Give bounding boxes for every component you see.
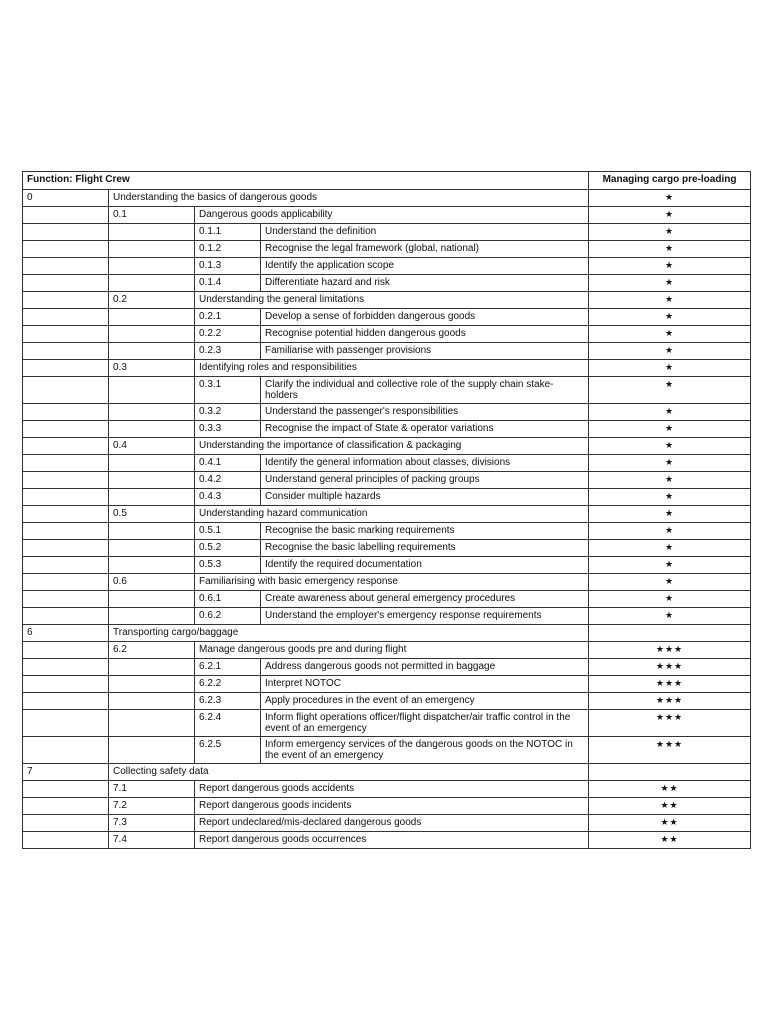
row-text: Inform flight operations officer/flight dispatcher/air traffic control in the event of an emergency — [261, 710, 589, 737]
row-text: Report undeclared/mis-declared dangerous goods — [195, 815, 589, 832]
empty-cell — [109, 275, 195, 292]
rating-stars: ★ — [589, 540, 751, 557]
row-code: 0.2.3 — [195, 343, 261, 360]
empty-cell — [23, 377, 109, 404]
row-code: 0.5.3 — [195, 557, 261, 574]
empty-cell — [23, 591, 109, 608]
empty-cell — [109, 693, 195, 710]
rating-stars: ★ — [589, 421, 751, 438]
table-row — [23, 506, 751, 523]
table-row — [23, 608, 751, 625]
empty-cell — [23, 360, 109, 377]
row-code: 6 — [23, 625, 109, 642]
row-text: Collecting safety data — [109, 764, 589, 781]
table-row — [23, 292, 751, 309]
row-code: 7.1 — [109, 781, 195, 798]
row-text: Understanding the importance of classification & packaging — [195, 438, 589, 455]
empty-cell — [23, 642, 109, 659]
table-row — [23, 832, 751, 849]
table-row — [23, 489, 751, 506]
empty-cell — [23, 737, 109, 764]
row-text: Report dangerous goods accidents — [195, 781, 589, 798]
row-text: Consider multiple hazards — [261, 489, 589, 506]
row-text: Understand the passenger's responsibilities — [261, 404, 589, 421]
rating-stars: ★★ — [589, 798, 751, 815]
row-text: Apply procedures in the event of an emergency — [261, 693, 589, 710]
empty-cell — [109, 343, 195, 360]
empty-cell — [23, 292, 109, 309]
rating-stars: ★ — [589, 591, 751, 608]
empty-cell — [109, 523, 195, 540]
table-row — [23, 523, 751, 540]
row-text: Recognise the legal framework (global, national) — [261, 241, 589, 258]
empty-cell — [109, 309, 195, 326]
row-code: 0.6 — [109, 574, 195, 591]
empty-cell — [23, 404, 109, 421]
empty-cell — [109, 659, 195, 676]
rating-stars: ★ — [589, 574, 751, 591]
row-text: Clarify the individual and collective role of the supply chain stake-holders — [261, 377, 589, 404]
row-text: Recognise the basic marking requirements — [261, 523, 589, 540]
table-row — [23, 591, 751, 608]
empty-cell — [23, 659, 109, 676]
empty-cell — [109, 377, 195, 404]
rating-stars: ★★★ — [589, 737, 751, 764]
empty-cell — [23, 224, 109, 241]
table-row — [23, 625, 751, 642]
row-code: 0.2.1 — [195, 309, 261, 326]
row-code: 0.4 — [109, 438, 195, 455]
row-code: 0.3 — [109, 360, 195, 377]
row-code: 6.2.4 — [195, 710, 261, 737]
empty-cell — [109, 326, 195, 343]
table-row — [23, 540, 751, 557]
row-code: 0.6.2 — [195, 608, 261, 625]
rating-stars: ★ — [589, 377, 751, 404]
rating-stars: ★ — [589, 241, 751, 258]
empty-cell — [23, 275, 109, 292]
rating-stars: ★★ — [589, 781, 751, 798]
rating-stars: ★ — [589, 404, 751, 421]
row-code: 7.3 — [109, 815, 195, 832]
rating-stars: ★ — [589, 608, 751, 625]
rating-stars: ★ — [589, 557, 751, 574]
empty-cell — [109, 608, 195, 625]
table-row — [23, 710, 751, 737]
empty-cell — [23, 326, 109, 343]
row-code: 6.2 — [109, 642, 195, 659]
rating-stars: ★ — [589, 326, 751, 343]
empty-cell — [23, 489, 109, 506]
row-code: 6.2.5 — [195, 737, 261, 764]
row-text: Recognise the impact of State & operator variations — [261, 421, 589, 438]
table-row — [23, 275, 751, 292]
row-text: Understanding the basics of dangerous goods — [109, 190, 589, 207]
table-row — [23, 737, 751, 764]
row-text: Manage dangerous goods pre and during flight — [195, 642, 589, 659]
rating-stars: ★ — [589, 438, 751, 455]
row-text: Transporting cargo/baggage — [109, 625, 589, 642]
row-code: 0.5.1 — [195, 523, 261, 540]
rating-stars: ★★★ — [589, 659, 751, 676]
row-text: Familiarising with basic emergency response — [195, 574, 589, 591]
column-header: Managing cargo pre-loading — [589, 172, 751, 190]
rating-stars: ★ — [589, 343, 751, 360]
empty-cell — [23, 472, 109, 489]
empty-cell — [109, 557, 195, 574]
rating-stars: ★ — [589, 523, 751, 540]
rating-stars: ★ — [589, 506, 751, 523]
row-text: Dangerous goods applicability — [195, 207, 589, 224]
row-text: Recognise potential hidden dangerous goods — [261, 326, 589, 343]
empty-cell — [23, 815, 109, 832]
empty-cell — [23, 343, 109, 360]
table-row — [23, 798, 751, 815]
table-row — [23, 224, 751, 241]
table-row — [23, 343, 751, 360]
row-code: 6.2.1 — [195, 659, 261, 676]
empty-cell — [23, 781, 109, 798]
empty-cell — [23, 693, 109, 710]
table-row — [23, 309, 751, 326]
row-text: Identify the required documentation — [261, 557, 589, 574]
row-text: Recognise the basic labelling requirements — [261, 540, 589, 557]
empty-cell — [23, 798, 109, 815]
row-code: 0.2 — [109, 292, 195, 309]
empty-cell — [109, 404, 195, 421]
row-code: 0.1.1 — [195, 224, 261, 241]
rating-stars: ★ — [589, 224, 751, 241]
empty-cell — [109, 258, 195, 275]
empty-cell — [23, 574, 109, 591]
table-row — [23, 764, 751, 781]
competency-table — [22, 171, 751, 849]
empty-cell — [109, 489, 195, 506]
row-text: Understand the employer's emergency response requirements — [261, 608, 589, 625]
row-text: Identify the general information about classes, divisions — [261, 455, 589, 472]
row-text: Understanding the general limitations — [195, 292, 589, 309]
row-text: Understand the definition — [261, 224, 589, 241]
row-code: 0.1 — [109, 207, 195, 224]
rating-stars: ★★ — [589, 832, 751, 849]
table-row — [23, 815, 751, 832]
empty-cell — [23, 438, 109, 455]
row-code: 6.2.3 — [195, 693, 261, 710]
rating-stars: ★★★ — [589, 642, 751, 659]
empty-cell — [109, 241, 195, 258]
row-code: 0.3.1 — [195, 377, 261, 404]
rating-stars: ★ — [589, 489, 751, 506]
table-row — [23, 642, 751, 659]
row-code: 0.6.1 — [195, 591, 261, 608]
row-code: 0.4.2 — [195, 472, 261, 489]
empty-cell — [109, 421, 195, 438]
row-text: Inform emergency services of the dangerous goods on the NOTOC in the event of an emergency — [261, 737, 589, 764]
empty-cell — [23, 540, 109, 557]
table-row — [23, 574, 751, 591]
table-row — [23, 438, 751, 455]
empty-cell — [109, 455, 195, 472]
row-text: Report dangerous goods occurrences — [195, 832, 589, 849]
rating-stars: ★ — [589, 292, 751, 309]
table-row — [23, 207, 751, 224]
table-row — [23, 781, 751, 798]
empty-cell — [23, 710, 109, 737]
empty-cell — [23, 523, 109, 540]
table-row — [23, 455, 751, 472]
table-row — [23, 472, 751, 489]
table-row — [23, 326, 751, 343]
rating-stars: ★ — [589, 258, 751, 275]
table-row — [23, 241, 751, 258]
row-code: 0 — [23, 190, 109, 207]
row-text: Create awareness about general emergency procedures — [261, 591, 589, 608]
empty-cell — [23, 455, 109, 472]
empty-cell — [23, 241, 109, 258]
empty-cell — [23, 506, 109, 523]
rating-stars: ★ — [589, 275, 751, 292]
empty-cell — [109, 224, 195, 241]
row-code: 0.5 — [109, 506, 195, 523]
empty-cell — [23, 309, 109, 326]
row-code: 0.3.2 — [195, 404, 261, 421]
table-row — [23, 659, 751, 676]
empty-cell — [23, 207, 109, 224]
row-text: Understand general principles of packing groups — [261, 472, 589, 489]
table-header-row — [23, 172, 751, 190]
rating-stars: ★ — [589, 309, 751, 326]
rating-stars: ★ — [589, 455, 751, 472]
empty-cell — [23, 557, 109, 574]
row-code: 6.2.2 — [195, 676, 261, 693]
row-code: 0.5.2 — [195, 540, 261, 557]
row-code: 7.4 — [109, 832, 195, 849]
table-row — [23, 676, 751, 693]
row-text: Identify the application scope — [261, 258, 589, 275]
table-row — [23, 360, 751, 377]
empty-cell — [109, 540, 195, 557]
empty-cell — [23, 676, 109, 693]
function-header: Function: Flight Crew — [23, 172, 589, 190]
table-row — [23, 693, 751, 710]
row-text: Familiarise with passenger provisions — [261, 343, 589, 360]
rating-stars: ★ — [589, 360, 751, 377]
empty-cell — [109, 710, 195, 737]
rating-stars: ★★ — [589, 815, 751, 832]
row-code: 7 — [23, 764, 109, 781]
table-row — [23, 258, 751, 275]
table-row — [23, 421, 751, 438]
row-text: Report dangerous goods incidents — [195, 798, 589, 815]
table-body — [23, 190, 751, 849]
rating-stars: ★★★ — [589, 676, 751, 693]
row-code: 7.2 — [109, 798, 195, 815]
row-code: 0.1.4 — [195, 275, 261, 292]
empty-cell — [23, 258, 109, 275]
empty-cell — [109, 676, 195, 693]
row-code: 0.1.3 — [195, 258, 261, 275]
row-text: Develop a sense of forbidden dangerous goods — [261, 309, 589, 326]
rating-stars: ★ — [589, 207, 751, 224]
rating-stars: ★★★ — [589, 710, 751, 737]
row-code: 0.4.1 — [195, 455, 261, 472]
rating-stars: ★★★ — [589, 693, 751, 710]
row-text: Identifying roles and responsibilities — [195, 360, 589, 377]
row-text: Interpret NOTOC — [261, 676, 589, 693]
row-code: 0.4.3 — [195, 489, 261, 506]
table-row — [23, 377, 751, 404]
empty-cell — [109, 737, 195, 764]
rating-stars: ★ — [589, 472, 751, 489]
empty-cell — [109, 472, 195, 489]
empty-cell — [23, 421, 109, 438]
empty-cell — [109, 591, 195, 608]
empty-cell — [23, 832, 109, 849]
table-row — [23, 557, 751, 574]
row-code: 0.3.3 — [195, 421, 261, 438]
row-code: 0.2.2 — [195, 326, 261, 343]
table-row — [23, 190, 751, 207]
row-text: Differentiate hazard and risk — [261, 275, 589, 292]
rating-stars — [589, 764, 751, 781]
rating-stars: ★ — [589, 190, 751, 207]
row-code: 0.1.2 — [195, 241, 261, 258]
row-text: Understanding hazard communication — [195, 506, 589, 523]
row-text: Address dangerous goods not permitted in baggage — [261, 659, 589, 676]
table-row — [23, 404, 751, 421]
rating-stars — [589, 625, 751, 642]
empty-cell — [23, 608, 109, 625]
